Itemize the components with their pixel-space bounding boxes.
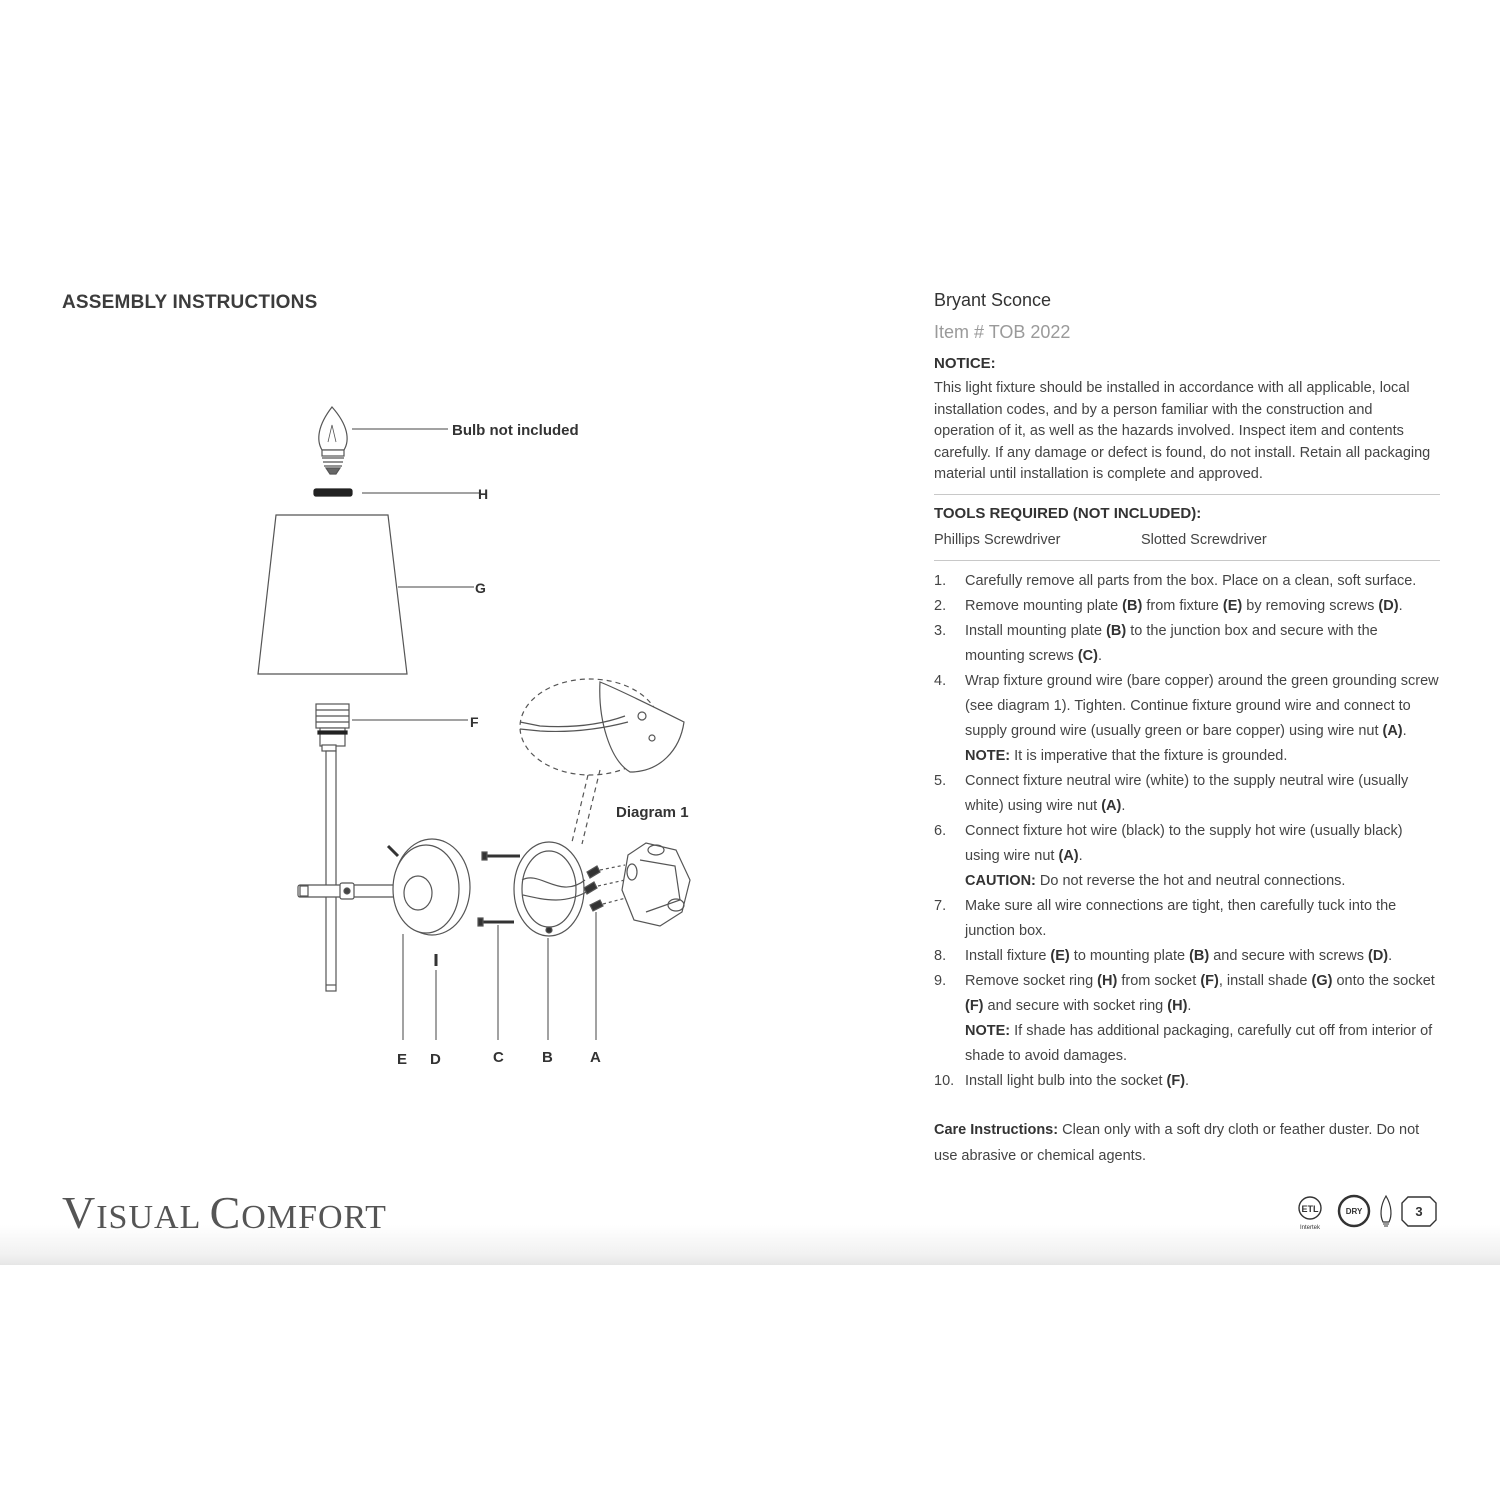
part-label-f: F xyxy=(470,714,479,730)
step-number: 8. xyxy=(934,947,947,964)
bold-reference: (D) xyxy=(1378,597,1399,614)
mounting-plate-drawing xyxy=(514,842,590,936)
arm-drawing xyxy=(298,883,398,899)
dry-location-icon xyxy=(1339,1196,1369,1226)
assembly-steps-list xyxy=(934,569,1440,1094)
part-label-a: A xyxy=(590,1049,601,1066)
junction-box-drawing xyxy=(622,843,690,926)
assembly-step xyxy=(934,819,1440,894)
step-text: Install light bulb into the socket (F). xyxy=(965,1072,1190,1089)
tool-item: Slotted Screwdriver xyxy=(1141,531,1267,548)
stem-drawing xyxy=(326,751,336,991)
bold-reference: (B) xyxy=(1106,622,1127,639)
step-text: Make sure all wire connections are tight, then carefully tuck into the junction box. xyxy=(965,897,1397,939)
bulb-not-included-label: Bulb not included xyxy=(452,422,579,439)
part-label-d: D xyxy=(430,1051,441,1068)
item-number: Item # TOB 2022 xyxy=(934,322,1071,342)
step-text: Wrap fixture ground wire (bare copper) around the green grounding screw (see diagram 1). Tighten. Continue fixture ground wire and connect to supply ground wire (usually green or bare copper) using wire nut (A). xyxy=(965,672,1439,739)
step-text: Install mounting plate (B) to the junction box and secure with the mounting screws (C). xyxy=(965,622,1378,664)
step-text: Connect fixture neutral wire (white) to the supply neutral wire (usually white) using wire nut (A). xyxy=(965,772,1409,814)
tools-heading: TOOLS REQUIRED (NOT INCLUDED): xyxy=(934,504,1202,522)
step-number: 5. xyxy=(934,772,947,789)
assembly-title: ASSEMBLY INSTRUCTIONS xyxy=(62,292,318,313)
divider xyxy=(934,494,1440,495)
care-instructions xyxy=(934,1117,1440,1169)
step-number: 3. xyxy=(934,622,947,639)
shade-drawing xyxy=(258,515,407,674)
bold-reference: (A) xyxy=(1382,722,1403,739)
bold-reference: (F) xyxy=(965,997,984,1014)
step-number: 9. xyxy=(934,972,947,989)
assembly-step xyxy=(934,569,1440,594)
bulb-drawing xyxy=(319,407,347,474)
product-name: Bryant Sconce xyxy=(934,290,1052,310)
bold-reference: (H) xyxy=(1167,997,1188,1014)
bold-reference: (H) xyxy=(1097,972,1118,989)
step-number: 4. xyxy=(934,672,947,689)
bold-reference: (B) xyxy=(1189,947,1210,964)
page-number: 3 xyxy=(1415,1204,1423,1219)
part-label-g: G xyxy=(475,580,486,596)
step-number: 6. xyxy=(934,822,947,839)
assembly-step xyxy=(934,769,1440,819)
socket-ring-drawing xyxy=(314,489,352,496)
bold-reference: NOTE: xyxy=(965,1022,1011,1039)
bold-reference: (E) xyxy=(1050,947,1070,964)
dry-label: DRY xyxy=(1345,1207,1363,1216)
socket-drawing xyxy=(316,704,349,751)
step-text: Connect fixture hot wire (black) to the supply hot wire (usually black) using wire nut (A). xyxy=(965,822,1403,864)
step-text: Install fixture (E) to mounting plate (B) and secure with screws (D). xyxy=(965,947,1393,964)
instructions-column xyxy=(934,290,1440,1169)
bulb-type-icon xyxy=(1381,1196,1391,1226)
bold-reference: (C) xyxy=(1077,647,1098,664)
page-number-badge xyxy=(1402,1197,1436,1226)
intertek-caption: Intertek xyxy=(1299,1225,1321,1231)
step-note: NOTE: If shade has additional packaging, carefully cut off from interior of shade to avoid damages. xyxy=(965,1022,1433,1064)
step-text: Remove socket ring (H) from socket (F), install shade (G) onto the socket (F) and secure with socket ring (H). xyxy=(965,972,1435,1014)
step-text: Remove mounting plate (B) from fixture (E) by removing screws (D). xyxy=(965,597,1403,614)
assembly-step xyxy=(934,969,1440,1069)
etl-cert-icon xyxy=(1299,1197,1321,1231)
part-label-h: H xyxy=(478,486,489,502)
care-text: Clean only with a soft dry cloth or feather duster. Do not use abrasive or chemical agents. xyxy=(934,1121,1420,1164)
bold-reference: (E) xyxy=(1222,597,1243,614)
step-text: Carefully remove all parts from the box. Place on a clean, soft surface. xyxy=(965,572,1417,589)
divider xyxy=(934,560,1440,561)
backplate-drawing xyxy=(393,839,470,935)
step-number: 1. xyxy=(934,572,947,589)
assembly-step xyxy=(934,944,1440,969)
diagram-1-label: Diagram 1 xyxy=(616,804,689,821)
bold-reference: NOTE: xyxy=(965,747,1011,764)
assembly-step xyxy=(934,1069,1440,1094)
etl-mark-text: ETL xyxy=(1301,1204,1319,1214)
exploded-assembly-diagram xyxy=(240,395,720,1085)
bold-reference: (G) xyxy=(1311,972,1333,989)
diagram-1-detail xyxy=(520,682,684,772)
part-label-e: E xyxy=(397,1051,408,1068)
bold-reference: (A) xyxy=(1101,797,1122,814)
bold-reference: (F) xyxy=(1166,1072,1186,1089)
bold-reference: CAUTION: xyxy=(965,872,1036,889)
bold-reference: (A) xyxy=(1058,847,1079,864)
assembly-step xyxy=(934,619,1440,669)
step-number: 10. xyxy=(934,1072,955,1089)
assembly-step xyxy=(934,594,1440,619)
step-number: 2. xyxy=(934,597,947,614)
bold-reference: (D) xyxy=(1367,947,1389,964)
bold-reference: (F) xyxy=(1200,972,1219,989)
notice-body: This light fixture should be installed in accordance with all applicable, local installation codes, and by a person familiar with the construction and operation of it, as well as the hazards involved. Inspect item and contents carefully. If any damage or defect is found, do not install. Retain all packaging material until installation is complete and approved. xyxy=(934,380,1431,482)
notice-heading: NOTICE: xyxy=(934,355,996,372)
certification-badges xyxy=(1290,1192,1440,1232)
brand-logo xyxy=(62,1186,387,1239)
care-label: Care Instructions: xyxy=(934,1121,1059,1138)
part-label-c: C xyxy=(493,1049,504,1066)
step-number: 7. xyxy=(934,897,947,914)
brand-logo-text: VISUAL COMFORT xyxy=(62,1187,387,1238)
tools-list xyxy=(934,532,1440,552)
step-note: CAUTION: Do not reverse the hot and neutral connections. xyxy=(965,872,1346,889)
tool-item: Phillips Screwdriver xyxy=(934,531,1061,548)
part-label-b: B xyxy=(542,1049,553,1066)
wire-nuts-drawing xyxy=(584,865,626,911)
bold-reference: (B) xyxy=(1122,597,1143,614)
step-note: NOTE: It is imperative that the fixture is grounded. xyxy=(965,747,1288,764)
assembly-step xyxy=(934,669,1440,769)
assembly-step xyxy=(934,894,1440,944)
